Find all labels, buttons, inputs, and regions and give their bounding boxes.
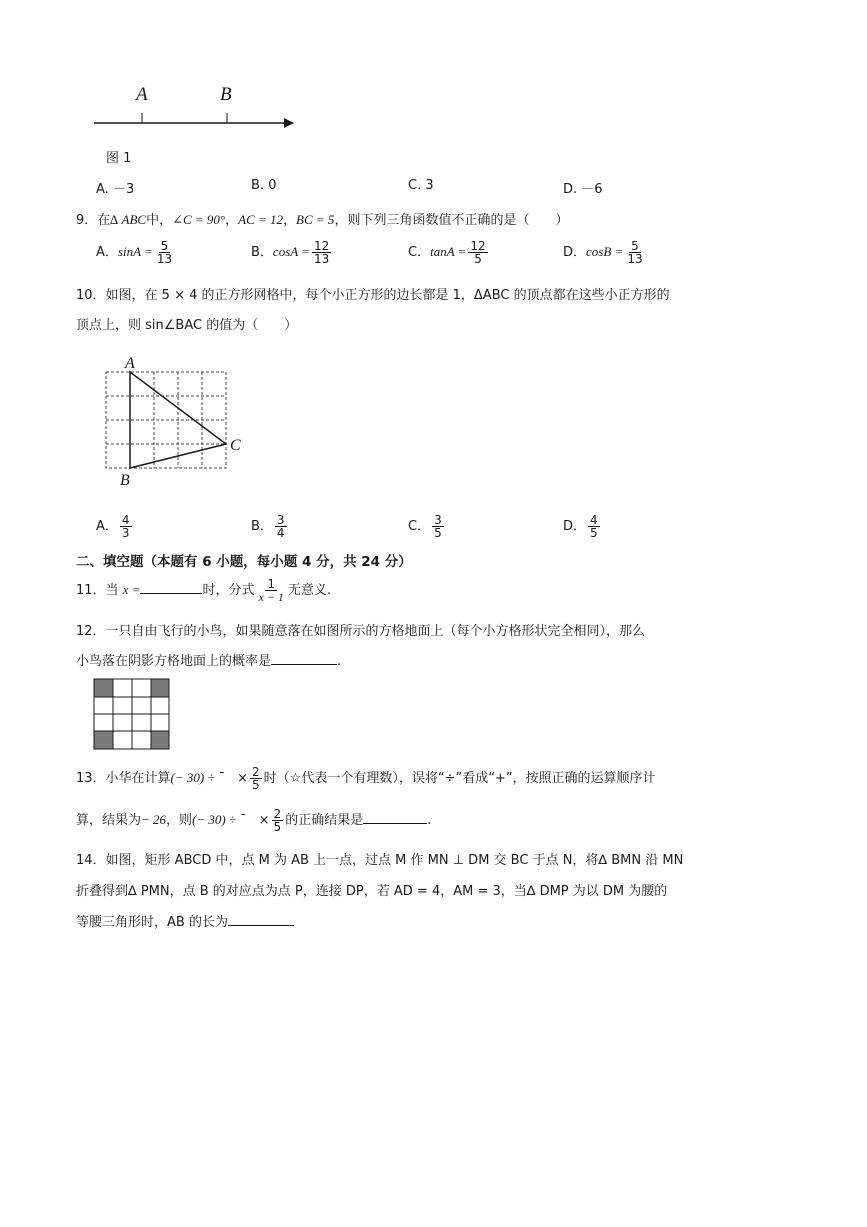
q10-stem-line2: 顶点上，则 sin∠BAC 的值为（ ） <box>76 318 298 333</box>
q9-option-d: D．cosB = $\frac{5}{13}$ <box>563 239 643 266</box>
triangle-vertex-a: A <box>125 355 135 372</box>
q10-option-b: B． $\frac{3}{4}$ <box>251 513 285 540</box>
q12-answer-blank[interactable] <box>271 663 337 665</box>
triangle-vertex-b: B <box>120 472 130 489</box>
point-b-label: B <box>220 84 232 105</box>
point-a-label: A <box>136 84 148 105</box>
section2-heading: 二、填空题（本题有 6 小题，每小题 4 分，共 24 分） <box>76 554 412 570</box>
q8-option-d: D. －6 <box>563 182 603 197</box>
q11-stem: 11．当 x = 时，分式 $\frac{1}{x - 1}$ 无意义. <box>76 577 332 604</box>
q8-option-b: B. 0 <box>251 178 277 193</box>
q13-answer-blank[interactable] <box>363 822 427 824</box>
q10-option-a: A． $\frac{4}{3}$ <box>96 513 130 540</box>
q12-tile-grid <box>93 678 171 751</box>
q12-stem-line2: 小鸟落在阴影方格地面上的概率是 . <box>76 654 342 669</box>
q10-grid-figure <box>96 360 256 480</box>
q8-option-c: C. 3 <box>408 178 434 193</box>
q9-stem: 9．在∆ ABC中，∠C = 90°，AC = 12，BC = 5，则下列三角函数值不正确的是（ ） <box>76 212 569 228</box>
q9-option-b: B．cosA = $\frac{12}{13}$ <box>251 239 330 266</box>
q10-option-c: C． $\frac{3}{5}$ <box>408 513 442 540</box>
q13-stem-line2: 算，结果为− 26，则(− 30) ÷ ˉ × $\frac{2}{5}$ 的正确结果是 . <box>76 807 432 834</box>
q11-answer-blank[interactable] <box>140 592 202 594</box>
q14-answer-blank[interactable] <box>228 924 294 926</box>
q14-stem-line3: 等腰三角形时，AB 的长为 <box>76 911 294 930</box>
q14-stem-line2: 折叠得到∆ PMN，点 B 的对应点为点 P，连接 DP，若 AD = 4，AM = 3，当∆ DMP 为以 DM 为腰的 <box>76 884 668 899</box>
q10-stem-line1: 10．如图，在 5 × 4 的正方形网格中，每个小正方形的边长都是 1，ΔABC 的顶点都在这些小正方形的 <box>76 288 670 303</box>
figure1-caption: 图 1 <box>106 151 132 166</box>
q12-stem-line1: 12．一只自由飞行的小鸟，如果随意落在如图所示的方格地面上（每个小方格形状完全相同），那么 <box>76 624 646 639</box>
q10-option-d: D． $\frac{4}{5}$ <box>563 513 598 540</box>
figure1-number-line <box>88 80 298 140</box>
q9-option-c: C．tanA = $\frac{12}{5}$ <box>408 239 486 266</box>
triangle-vertex-c: C <box>230 437 241 454</box>
q13-stem-line1: 13．小华在计算(− 30) ÷ ˉ × $\frac{2}{5}$ 时（☆代表一个有理数），误将“÷”看成“+”，按照正确的运算顺序计 <box>76 765 656 792</box>
q8-option-a: A. －3 <box>96 182 135 197</box>
q14-stem-line1: 14．如图，矩形 ABCD 中，点 M 为 AB 上一点，过点 M 作 MN ⊥ DM 交 BC 于点 N，将∆ BMN 沿 MN <box>76 853 684 868</box>
q9-option-a: A．sinA = $\frac{5}{13}$ <box>96 239 173 266</box>
